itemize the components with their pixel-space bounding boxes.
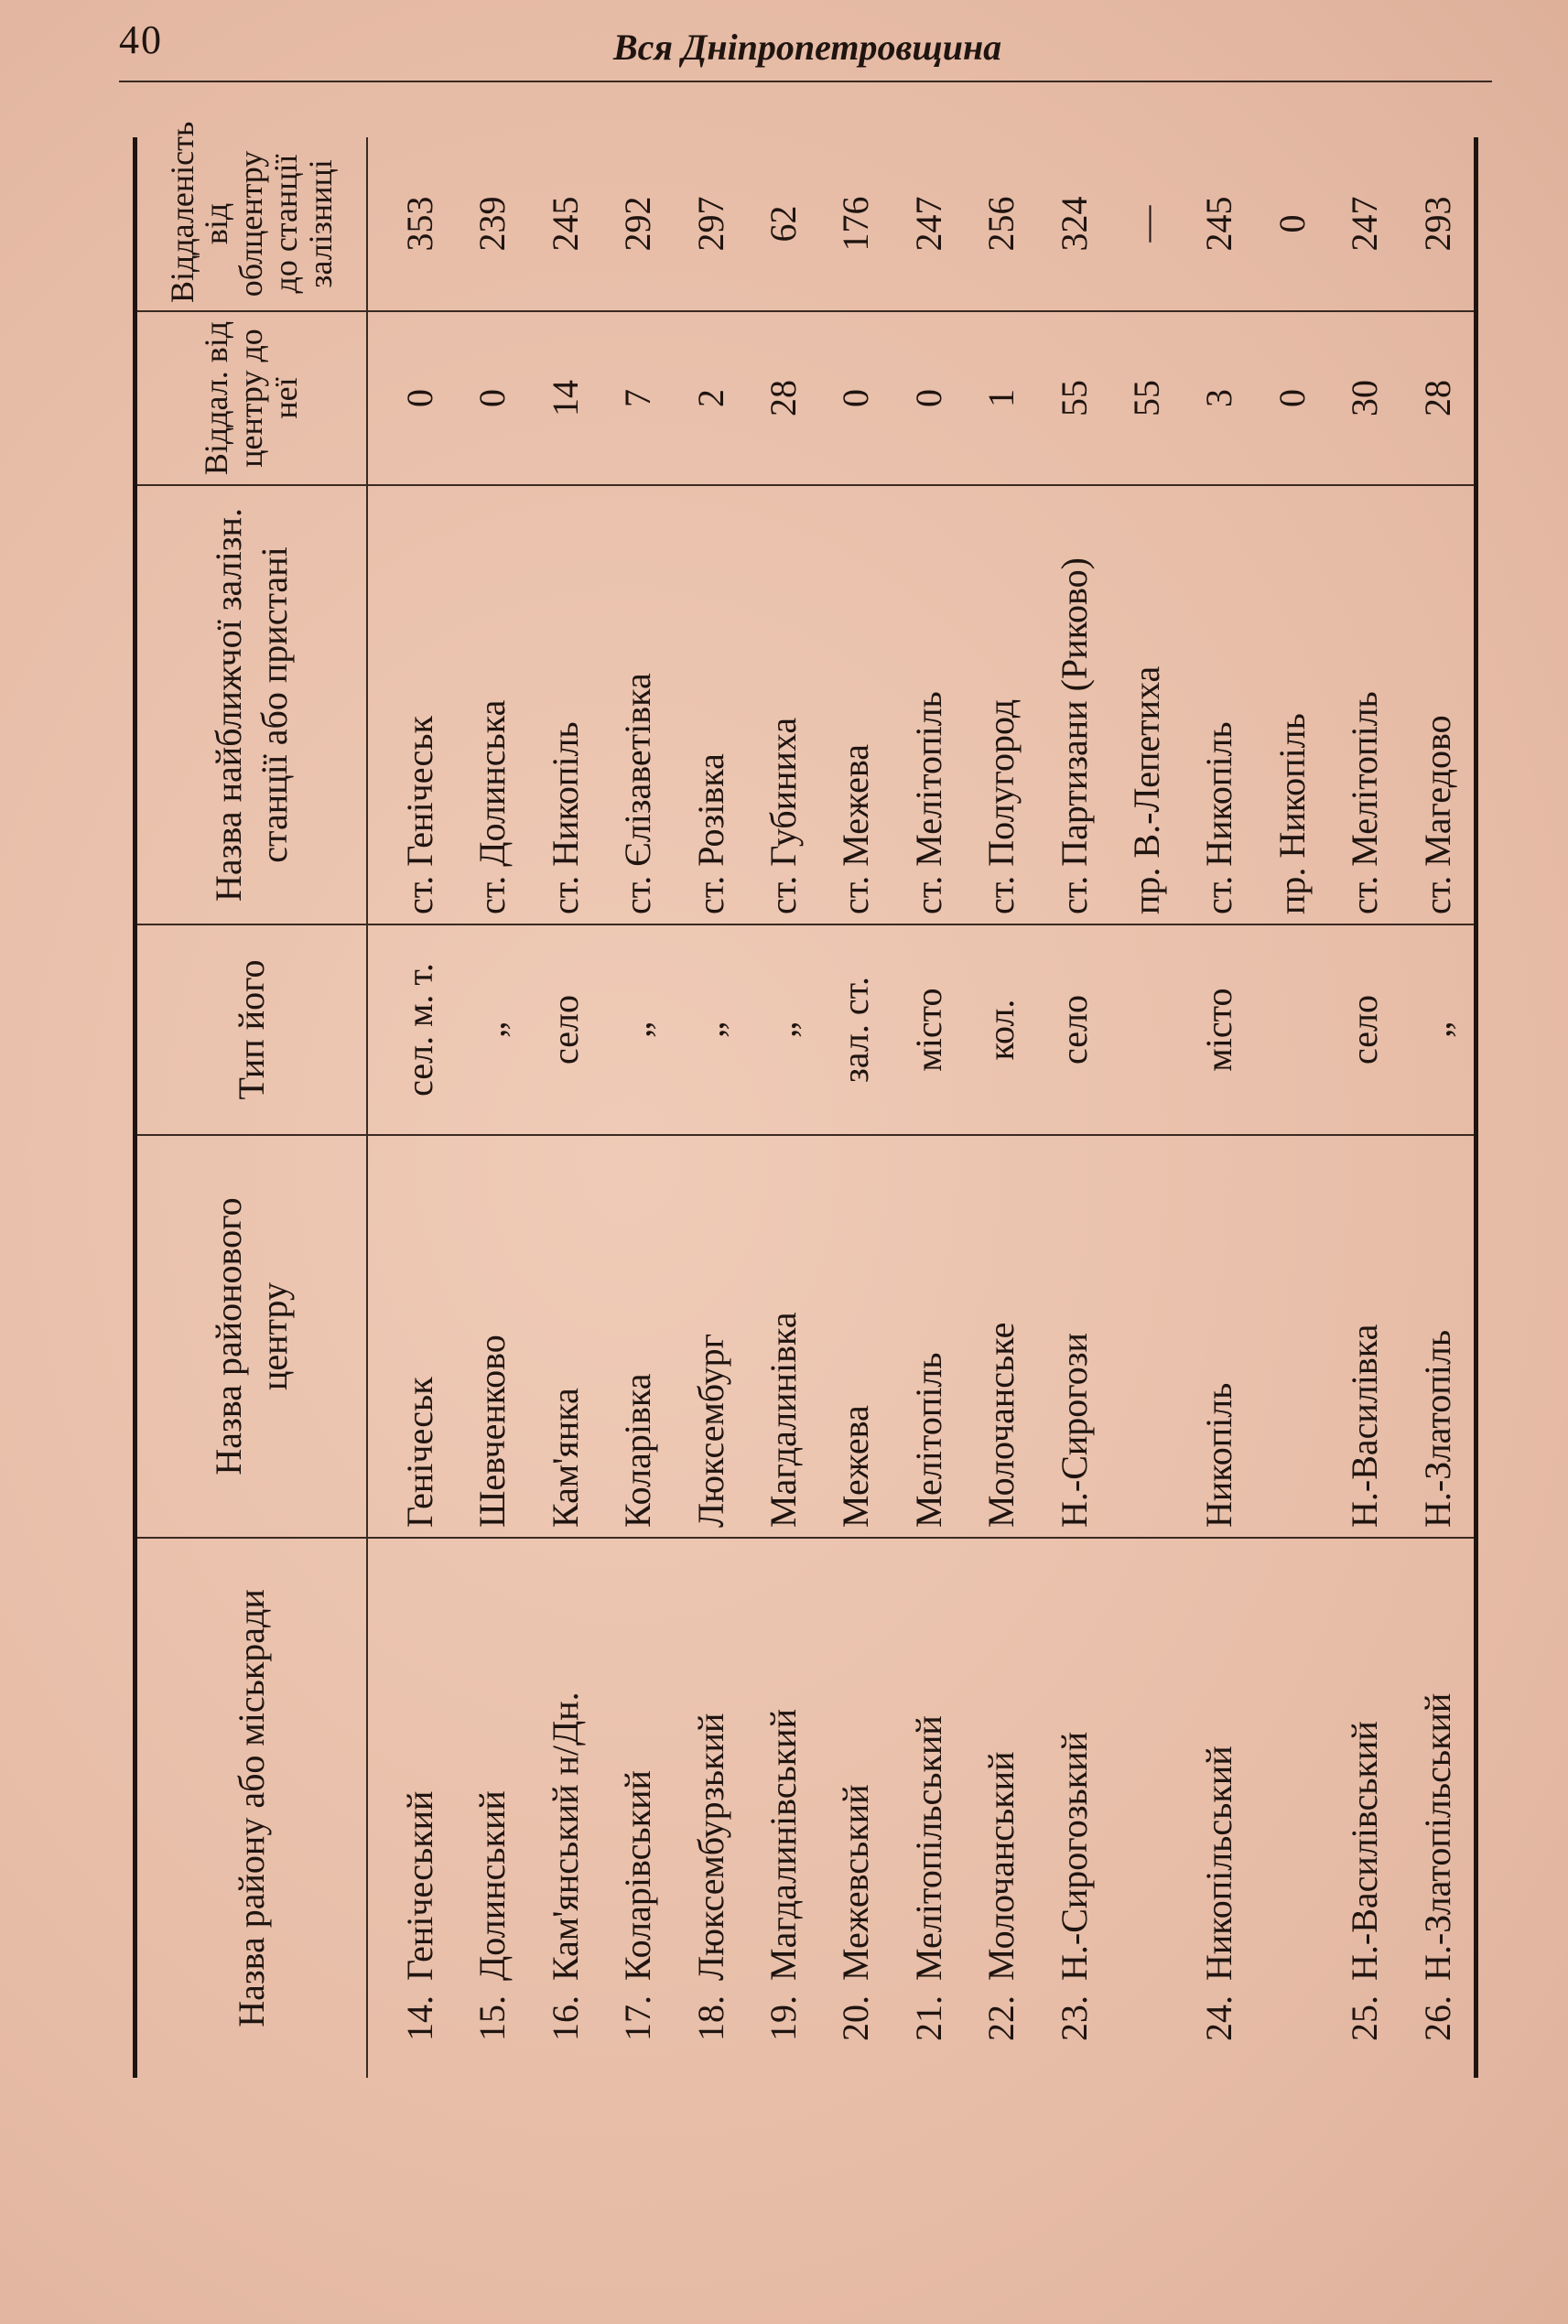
distance-oblast-cell: — bbox=[1110, 137, 1183, 311]
district-name: Кам'янський н/Дн. bbox=[544, 1692, 586, 1981]
district-name: Долинський bbox=[471, 1790, 514, 1981]
distance-oblast-cell: 297 bbox=[674, 137, 746, 311]
center-cell: Люксембург bbox=[674, 1135, 746, 1538]
center-cell: Шевченково bbox=[456, 1135, 528, 1538]
center-cell: Молочанське bbox=[965, 1135, 1037, 1538]
column-header-distance-center: Віддал. від центру до неї bbox=[135, 311, 368, 485]
type-cell: зал. ст. bbox=[819, 924, 892, 1135]
table-row bbox=[1328, 137, 1400, 2078]
station-cell: пр. Никопіль bbox=[1256, 485, 1328, 924]
district-name: Магдалинівський bbox=[762, 1709, 804, 1981]
distance-center-cell: 28 bbox=[1400, 311, 1476, 485]
center-cell: Межева bbox=[819, 1135, 892, 1538]
row-number: 25. bbox=[1344, 1995, 1386, 2041]
distance-center-cell: 0 bbox=[1256, 311, 1328, 485]
distance-oblast-cell: 247 bbox=[1328, 137, 1400, 311]
type-cell: „ bbox=[747, 924, 819, 1135]
row-number: 22. bbox=[980, 1995, 1022, 2041]
distance-center-cell: 3 bbox=[1183, 311, 1255, 485]
station-cell: ст. Долинська bbox=[456, 485, 528, 924]
distance-center-cell: 55 bbox=[1110, 311, 1183, 485]
district-cell bbox=[601, 1538, 674, 2078]
row-number: 23. bbox=[1053, 1995, 1095, 2041]
distance-center-cell: 7 bbox=[601, 311, 674, 485]
station-cell: ст. Партизани (Риково) bbox=[1037, 485, 1109, 924]
district-cell bbox=[1400, 1538, 1476, 2078]
distance-center-cell: 0 bbox=[367, 311, 456, 485]
distance-oblast-cell: 353 bbox=[367, 137, 456, 311]
distance-oblast-cell: 256 bbox=[965, 137, 1037, 311]
table-row bbox=[1110, 137, 1183, 2078]
row-number: 15. bbox=[471, 1995, 514, 2041]
table-row bbox=[892, 137, 965, 2078]
distance-center-cell: 30 bbox=[1328, 311, 1400, 485]
page-number: 40 bbox=[119, 17, 163, 62]
district-name: Никопільський bbox=[1198, 1746, 1240, 1981]
type-cell bbox=[1110, 924, 1183, 1135]
district-cell bbox=[892, 1538, 965, 2078]
center-cell bbox=[1110, 1135, 1183, 1538]
type-cell bbox=[1256, 924, 1328, 1135]
center-cell: Генічеськ bbox=[367, 1135, 456, 1538]
page-header bbox=[119, 16, 1492, 71]
distance-center-cell: 0 bbox=[892, 311, 965, 485]
station-cell: ст. Єлізаветівка bbox=[601, 485, 674, 924]
district-cell bbox=[747, 1538, 819, 2078]
district-name: Н.-Златопільський bbox=[1416, 1692, 1458, 1981]
district-cell bbox=[819, 1538, 892, 2078]
center-cell bbox=[1256, 1135, 1328, 1538]
column-header-distance-oblast: Віддаленість від облцентру до станції залізниці bbox=[135, 137, 368, 311]
column-header-station: Назва найближчої залізн. станції або пристані bbox=[135, 485, 368, 924]
station-cell: ст. Розівка bbox=[674, 485, 746, 924]
station-cell: ст. Генічеськ bbox=[367, 485, 456, 924]
table-row bbox=[819, 137, 892, 2078]
distance-oblast-cell: 293 bbox=[1400, 137, 1476, 311]
distance-oblast-cell: 62 bbox=[747, 137, 819, 311]
row-number: 26. bbox=[1416, 1995, 1458, 2041]
distance-center-cell: 55 bbox=[1037, 311, 1109, 485]
type-cell: „ bbox=[674, 924, 746, 1135]
center-cell: Никопіль bbox=[1183, 1135, 1255, 1538]
table-row bbox=[1037, 137, 1109, 2078]
distance-center-cell: 28 bbox=[747, 311, 819, 485]
district-cell bbox=[1328, 1538, 1400, 2078]
district-name: Молочанський bbox=[980, 1751, 1022, 1981]
district-cell bbox=[529, 1538, 601, 2078]
district-cell bbox=[367, 1538, 456, 2078]
type-cell: „ bbox=[601, 924, 674, 1135]
district-name: Н.-Василівський bbox=[1344, 1721, 1386, 1981]
row-number: 20. bbox=[835, 1995, 877, 2041]
station-cell: ст. Полугород bbox=[965, 485, 1037, 924]
table-row bbox=[747, 137, 819, 2078]
table-body bbox=[367, 137, 1476, 2078]
district-cell bbox=[1256, 1538, 1328, 2078]
row-number: 14. bbox=[398, 1995, 440, 2041]
row-number: 21. bbox=[907, 1995, 949, 2041]
district-cell bbox=[1037, 1538, 1109, 2078]
type-cell: село bbox=[1328, 924, 1400, 1135]
column-header-center: Назва районового центру bbox=[135, 1135, 368, 1538]
district-cell bbox=[1183, 1538, 1255, 2078]
row-number: 24. bbox=[1198, 1995, 1240, 2041]
center-cell: Н.-Василівка bbox=[1328, 1135, 1400, 1538]
distance-oblast-cell: 239 bbox=[456, 137, 528, 311]
table-row bbox=[456, 137, 528, 2078]
table-row bbox=[601, 137, 674, 2078]
district-name: Межевський bbox=[835, 1784, 877, 1981]
center-cell: Кам'янка bbox=[529, 1135, 601, 1538]
district-name: Коларівський bbox=[617, 1770, 659, 1981]
type-cell: сел. м. т. bbox=[367, 924, 456, 1135]
table-row bbox=[367, 137, 456, 2078]
table-row bbox=[674, 137, 746, 2078]
center-cell: Н.-Сирогози bbox=[1037, 1135, 1109, 1538]
station-cell: ст. Магедово bbox=[1400, 485, 1476, 924]
type-cell: кол. bbox=[965, 924, 1037, 1135]
distance-oblast-cell: 245 bbox=[1183, 137, 1255, 311]
column-header-type: Тип його bbox=[135, 924, 368, 1135]
running-title: Вся Дніпропетровщина bbox=[613, 27, 1002, 68]
district-cell bbox=[1110, 1538, 1183, 2078]
station-cell: ст. Мелітопіль bbox=[1328, 485, 1400, 924]
table-row bbox=[1400, 137, 1476, 2078]
center-cell: Магдалинівка bbox=[747, 1135, 819, 1538]
center-cell: Коларівка bbox=[601, 1135, 674, 1538]
type-cell: „ bbox=[1400, 924, 1476, 1135]
distance-oblast-cell: 0 bbox=[1256, 137, 1328, 311]
distance-oblast-cell: 176 bbox=[819, 137, 892, 311]
distance-oblast-cell: 292 bbox=[601, 137, 674, 311]
row-number: 19. bbox=[762, 1995, 804, 2041]
header-divider bbox=[119, 81, 1492, 82]
row-number: 16. bbox=[544, 1995, 586, 2041]
table-row bbox=[965, 137, 1037, 2078]
type-cell: село bbox=[1037, 924, 1109, 1135]
district-cell bbox=[456, 1538, 528, 2078]
table-row bbox=[1183, 137, 1255, 2078]
district-name: Мелітопільський bbox=[907, 1715, 949, 1981]
distance-center-cell: 1 bbox=[965, 311, 1037, 485]
row-number: 17. bbox=[617, 1995, 659, 2041]
row-number: 18. bbox=[689, 1995, 731, 2041]
district-cell bbox=[965, 1538, 1037, 2078]
table-row bbox=[1256, 137, 1328, 2078]
district-table bbox=[133, 121, 1478, 2078]
center-cell: Н.-Златопіль bbox=[1400, 1135, 1476, 1538]
station-cell: ст. Никопіль bbox=[529, 485, 601, 924]
type-cell: „ bbox=[456, 924, 528, 1135]
center-cell: Мелітопіль bbox=[892, 1135, 965, 1538]
distance-center-cell: 14 bbox=[529, 311, 601, 485]
station-cell: ст. Никопіль bbox=[1183, 485, 1255, 924]
district-name: Люксембурзький bbox=[689, 1713, 731, 1981]
rotated-table-container bbox=[133, 121, 1478, 2078]
distance-center-cell: 0 bbox=[456, 311, 528, 485]
column-header-district: Назва району або міськради bbox=[135, 1538, 368, 2078]
district-name: Генічеський bbox=[398, 1790, 440, 1981]
district-cell bbox=[674, 1538, 746, 2078]
type-cell: місто bbox=[892, 924, 965, 1135]
station-cell: ст. Межева bbox=[819, 485, 892, 924]
table-row bbox=[529, 137, 601, 2078]
distance-oblast-cell: 245 bbox=[529, 137, 601, 311]
district-name: Н.-Сирогозький bbox=[1053, 1732, 1095, 1981]
station-cell: ст. Губиниха bbox=[747, 485, 819, 924]
distance-center-cell: 2 bbox=[674, 311, 746, 485]
distance-oblast-cell: 247 bbox=[892, 137, 965, 311]
station-cell: пр. В.-Лепетиха bbox=[1110, 485, 1183, 924]
distance-center-cell: 0 bbox=[819, 311, 892, 485]
station-cell: ст. Мелітопіль bbox=[892, 485, 965, 924]
distance-oblast-cell: 324 bbox=[1037, 137, 1109, 311]
type-cell: місто bbox=[1183, 924, 1255, 1135]
type-cell: село bbox=[529, 924, 601, 1135]
